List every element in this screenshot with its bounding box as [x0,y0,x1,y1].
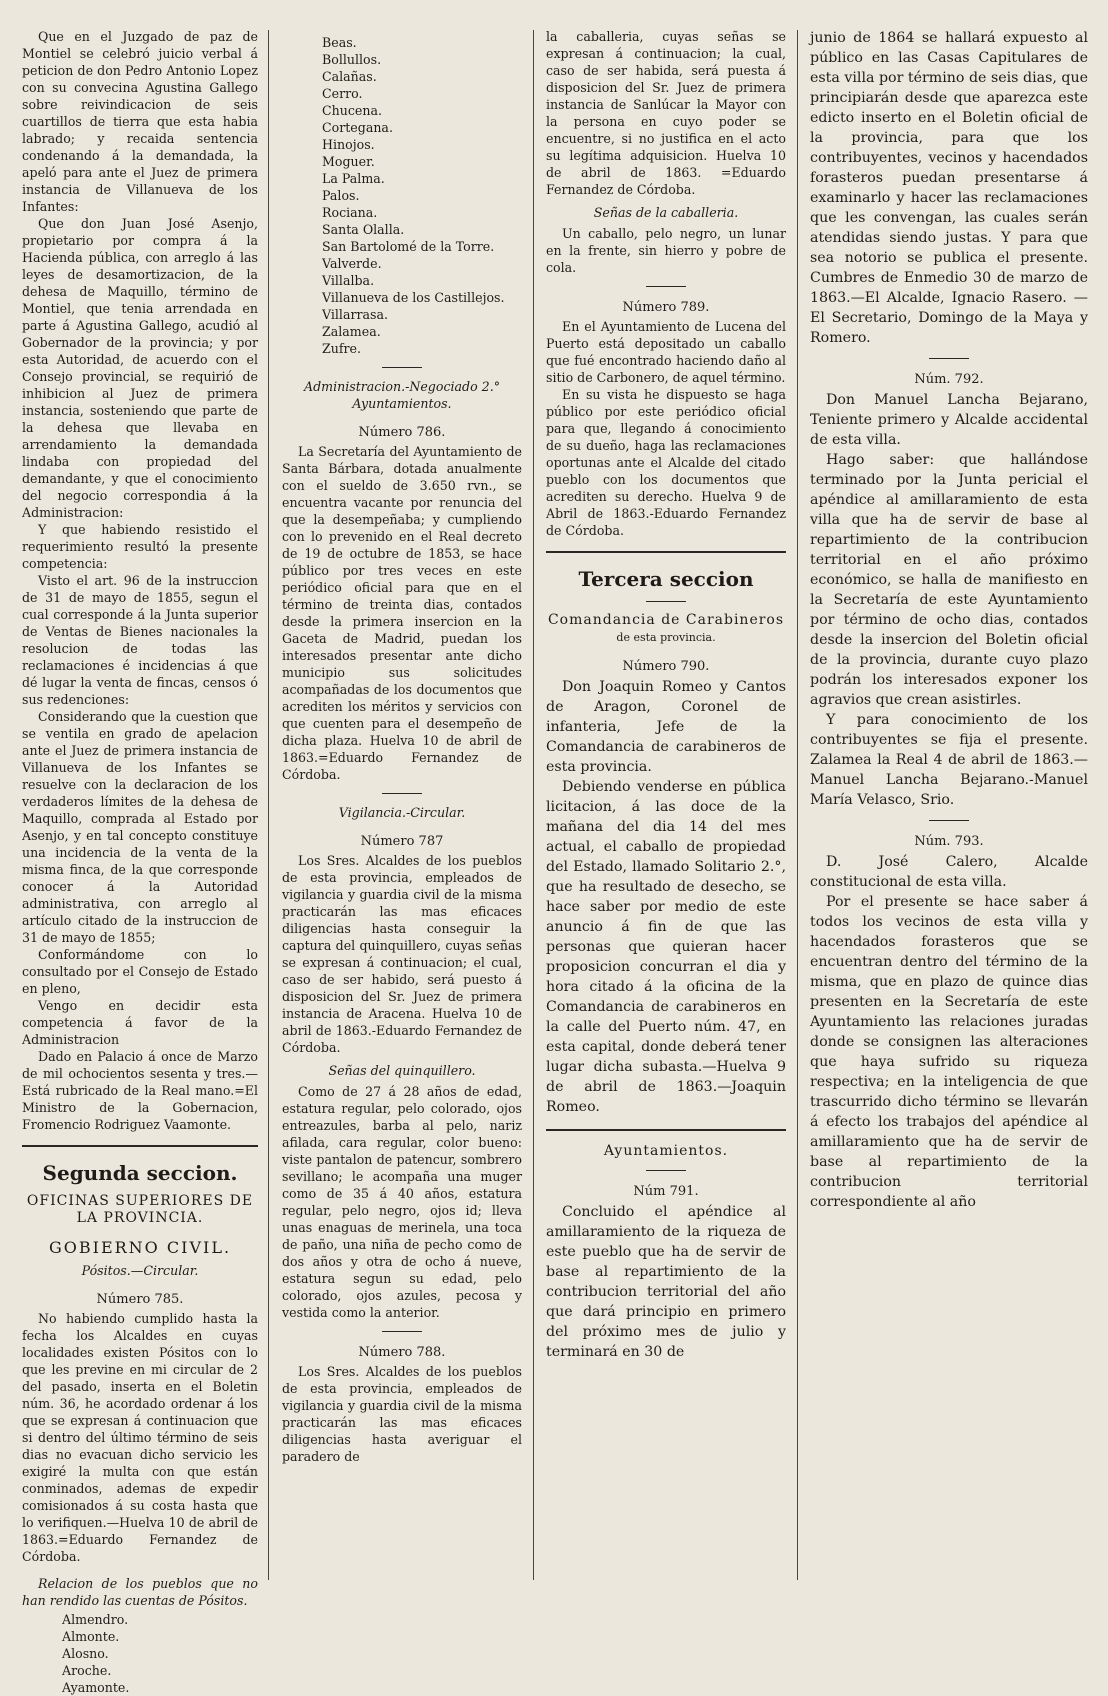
town-list [322,34,522,357]
subheading: Vigilancia.-Circular. [338,805,466,820]
town-item: Villalba. [322,273,375,288]
column-4 [810,28,1088,1588]
town-list [62,1611,258,1696]
divider [646,601,686,602]
town-item: Hinojos. [322,137,375,152]
town-item: Villanueva de los Castillejos. [322,290,505,305]
paragraph: Un caballo, pelo negro, un lunar en la frente, sin hierro y pobre de cola. [546,226,786,275]
town-item: Calañas. [322,69,377,84]
heading: GOBIERNO CIVIL. [48,1238,232,1257]
paragraph: junio de 1864 se hallará expuesto al público en las Casas Capitulares de esta villa por término de seis dias, que principiarán desde que aparezca este edicto inserto en el Boletin oficial de la provincia, para que los contribuyentes, vecinos y hacendados forasteros puedan presentarse á examinarlo y hacer las reclamaciones que les convengan, las cuales serán atendidas siendo justas. Y para que sea notorio se publica el presente. Cumbres de Enmedio 30 de marzo de 1863.—El Alcalde, Ignacio Rasero. —El Secretario, Domingo de la Maya y Romero. [810,30,1088,346]
section-divider [546,551,786,553]
paragraph: Y que habiendo resistido el requerimiento resultó la presente competencia: [22,522,258,571]
heading: Comandancia de Carabineros [547,612,785,628]
town-item: Cortegana. [322,120,393,135]
column-3 [546,28,786,1588]
subheading: Pósitos.—Circular. [81,1263,199,1278]
notice-number: Número 789. [622,300,710,315]
subheading: Señas de la caballeria. [593,205,739,220]
paragraph: En el Ayuntamiento de Lucena del Puerto está depositado un caballo que fué encontrado haciendo daño al sitio de Carbonero, de aquel término. [546,319,786,385]
paragraph: Considerando que la cuestion que se ventila en grado de apelacion ante el Juez de primera instancia de Villanueva de los Infantes se resuelve con la declaracion de los verdaderos límites de la dehesa de Maquillo, comprada al Estado por Asenjo, y en tal concepto constituye una incidencia de la venta de la misma finca, de la que corresponde conocer á la Autoridad administrativa, con arreglo al artículo citado de la instruccion de 31 de mayo de 1855; [22,709,258,945]
town-item: Beas. [322,35,357,50]
column-2 [282,28,522,1588]
paragraph: Y para conocimiento de los contribuyentes se fija el presente. Zalamea la Real 4 de abril de 1863.—Manuel Lancha Bejarano.-Manuel María Velasco, Srio. [810,712,1088,808]
column-rule [268,30,269,1580]
town-item: Almendro. [62,1612,129,1627]
town-item: Zalamea. [322,324,381,339]
paragraph: No habiendo cumplido hasta la fecha los Alcaldes en cuyas localidades existen Pósitos con lo que les previne en mi circular de 2 del pasado, inserta en el Boletin núm. 36, he acordado ordenar á los que se expresan á continuacion que si dentro del último término de seis dias no evacuan dicho servicio les exigiré la multa con que están conminados, ademas de expedir comisionados á su costa hasta que lo verifiquen.—Huelva 10 de abril de 1863.=Eduardo Fernandez de Córdoba. [22,1311,258,1564]
paragraph: Hago saber: que hallándose terminado por la Junta pericial el apéndice al amillaramiento de esta villa que ha de servir de base al repartimiento de la contribucion territorial en el año próximo económico, se halla de manifiesto en la Secretaría de este Ayuntamiento por término de ocho dias, contados desde la insercion del Boletin oficial de la provincia, durante cuyo plazo podrán los interesados exponer los agravios que crean asistirles. [810,452,1088,708]
town-item: Santa Olalla. [322,222,405,237]
notice-number: Número 790. [622,659,710,674]
paragraph: Conformándome con lo consultado por el Consejo de Estado en pleno, [22,947,258,996]
column-1 [22,28,258,1695]
town-item: Moguer. [322,154,375,169]
town-item: Cerro. [322,86,363,101]
notice-number: Número 787 [360,834,444,849]
notice-number: Núm. 792. [914,372,984,387]
town-item: Bollullos. [322,52,382,67]
notice-number: Núm. 793. [914,834,984,849]
divider [929,820,969,821]
paragraph: Visto el art. 96 de la instruccion de 31 de mayo de 1855, segun el cual corresponde á la Junta superior de Ventas de Bienes nacionales la resolucion de todas las reclamaciones é incidencias á que dé lugar la venta de fincas, censos ó sus redenciones: [22,573,258,707]
paragraph: La Secretaría del Ayuntamiento de Santa Bárbara, dotada anualmente con el sueldo de 3.650 rvn., se encuentra vacante por renuncia del que la desempeñaba; y cumpliendo con lo prevenido en el Real decreto de 19 de octubre de 1853, se hace público por tres veces en este periódico oficial para que en el término de treinta dias, contados desde la primera insercion en la Gaceta de Madrid, puedan los interesados presentar ante dicho municipio sus solicitudes acompañadas de los documentos que acrediten los méritos y servicios con que cuenten para el desempeño de dicha plaza. Huelva 10 de abril de 1863.=Eduardo Fernandez de Córdoba. [282,444,522,782]
subheading: Señas del quinquillero. [328,1063,476,1078]
paragraph: Como de 27 á 28 años de edad, estatura regular, pelo colorado, ojos entreazules, barba al pelo, nariz afilada, cara regular, color bueno: viste pantalon de patencur, sombrero sevillano; le acompaña una muger como de 35 á 40 años, estatura regular, pelo negro, ojos id; lleva unas enaguas de merinela, una toca de paño, una niña de pecho como de dos años y otra de ocho á nueve, estatura segun su edad, pelo colorado, ojos azules, pecosa y vestida como la anterior. [282,1084,522,1320]
paragraph: Que don Juan José Asenjo, propietario por compra á la Hacienda pública, con arreglo á las leyes de desamortizacion, de la dehesa de Maquillo, término de Montiel, que tenia arrendada en parte á Agustina Gallego, acudió al Gobernador de la provincia; y por esta Autoridad, de acuerdo con el Consejo provincial, se requirió de inhibicion al Juez de primera instancia, sosteniendo que parte de la dehesa que llevaba en arrendamiento la demandada lindaba con propiedad del demandante, y que el conocimiento del negocio correspondia á la Administracion: [22,216,258,520]
paragraph: En su vista he dispuesto se haga público por este periódico oficial para que, llegando á conocimiento de su dueño, haga las reclamaciones oportunas ante el Alcalde del citado pueblo con los documentos que acrediten su derecho. Huelva 9 de Abril de 1863.-Eduardo Fernandez de Córdoba. [546,387,786,538]
town-item: Alosno. [62,1646,109,1661]
town-item: Valverde. [322,256,382,271]
heading: Ayuntamientos. [603,1143,729,1159]
town-item: Chucena. [322,103,382,118]
notice-number: Número 785. [96,1292,184,1307]
divider [929,358,969,359]
subheading: Administracion.-Negociado 2.° Ayuntamientos. [303,379,500,411]
paragraph: Vengo en decidir esta competencia á favor de la Administracion [22,998,258,1047]
column-rule [533,30,534,1580]
notice-number: Número 786. [358,425,446,440]
paragraph: Que en el Juzgado de paz de Montiel se celebró juicio verbal á peticion de don Pedro Antonio Lopez con su convecina Agustina Gallego sobre reivindicacion de seis cuartillos de tierra que esta habia labrado; y recaida sentencia condenando á la demandada, la apeló para ante el Juez de primera instancia de Villanueva de los Infantes: [22,29,258,214]
town-item: Ayamonte. [62,1680,130,1695]
notice-number: Núm 791. [633,1184,699,1199]
divider [382,367,422,368]
heading-sub: de esta provincia. [616,631,716,644]
divider [646,1170,686,1171]
town-item: Zufre. [322,341,361,356]
paragraph: Don Manuel Lancha Bejarano, Teniente primero y Alcalde accidental de esta villa. [810,392,1088,448]
paragraph: Dado en Palacio á once de Marzo de mil ochocientos sesenta y tres.—Está rubricado de la Real mano.=El Ministro de la Gobernacion, Fromencio Rodriguez Vaamonte. [22,1049,258,1132]
town-item: Aroche. [62,1663,112,1678]
list-heading: Relacion de los pueblos que no han rendido las cuentas de Pósitos. [22,1576,258,1608]
town-item: Palos. [322,188,360,203]
divider [382,793,422,794]
paragraph: Los Sres. Alcaldes de los pueblos de esta provincia, empleados de vigilancia y guardia civil de la misma practicarán las mas eficaces diligencias hasta averiguar el paradero de [282,1364,522,1464]
town-item: Villarrasa. [322,307,388,322]
notice-number: Número 788. [358,1345,446,1360]
paragraph: Los Sres. Alcaldes de los pueblos de esta provincia, empleados de vigilancia y guardia civil de la misma practicarán las mas eficaces diligencias hasta conseguir la captura del quinquillero, cuyas señas se expresan á continuacion; el cual, caso de ser habido, será puesto á disposicion del Sr. Juez de primera instancia de Aracena. Huelva 10 de abril de 1863.-Eduardo Fernandez de Córdoba. [282,853,522,1055]
town-item: San Bartolomé de la Torre. [322,239,495,254]
paragraph: Don Joaquin Romeo y Cantos de Aragon, Coronel de infanteria, Jefe de la Comandancia de carabineros de esta provincia. [546,679,786,775]
paragraph: Concluido el apéndice al amillaramiento de la riqueza de este pueblo que ha de servir de base al repartimiento de la contribucion territorial del año que dará principio en primero del próximo mes de julio y terminará en 30 de [546,1204,786,1360]
heading: OFICINAS SUPERIORES DE LA PROVINCIA. [26,1193,254,1226]
divider [646,286,686,287]
paragraph: D. José Calero, Alcalde constitucional de esta villa. [810,854,1088,890]
town-item: La Palma. [322,171,385,186]
section-title: Segunda seccion. [42,1161,238,1185]
section-divider [546,1129,786,1131]
paragraph: Debiendo venderse en pública licitacion, á las doce de la mañana del dia 14 del mes actual, el caballo de propiedad del Estado, llamado Solitario 2.°, que ha resultado de desecho, se hace saber por medio de este anuncio á fin de que las personas que quieran hacer proposicion concurran el dia y hora citado á la oficina de la Comandancia de carabineros en la calle del Puerto núm. 47, en esta capital, donde deberá tener lugar dicha subasta.—Huelva 9 de abril de 1863.—Joaquin Romeo. [546,779,786,1115]
section-title: Tercera seccion [578,567,754,591]
town-item: Rociana. [322,205,378,220]
divider [382,1331,422,1332]
town-item: Almonte. [62,1629,120,1644]
paragraph: Por el presente se hace saber á todos los vecinos de esta villa y hacendados forasteros que se encuentran dentro del término de la misma, que en plazo de quince dias presenten en la Secretaría de este Ayuntamiento las relaciones juradas donde se consignen las alteraciones que haya sufrido su riqueza respectiva; en la inteligencia de que trascurrido dicho término se llevarán á efecto los trabajos del apéndice al amillaramiento que ha de servir de base al repartimiento de la contribucion territorial correspondiente al año [810,894,1088,1210]
section-divider [22,1145,258,1147]
column-rule [797,30,798,1580]
paragraph: la caballeria, cuyas señas se expresan á continuacion; la cual, caso de ser habida, será puesta á disposicion del Sr. Juez de primera instancia de Sanlúcar la Mayor con la persona en cuyo poder se encuentre, si no justifica en el acto su legítima adquisicion. Huelva 10 de abril de 1863. =Eduardo Fernandez de Córdoba. [546,29,786,197]
